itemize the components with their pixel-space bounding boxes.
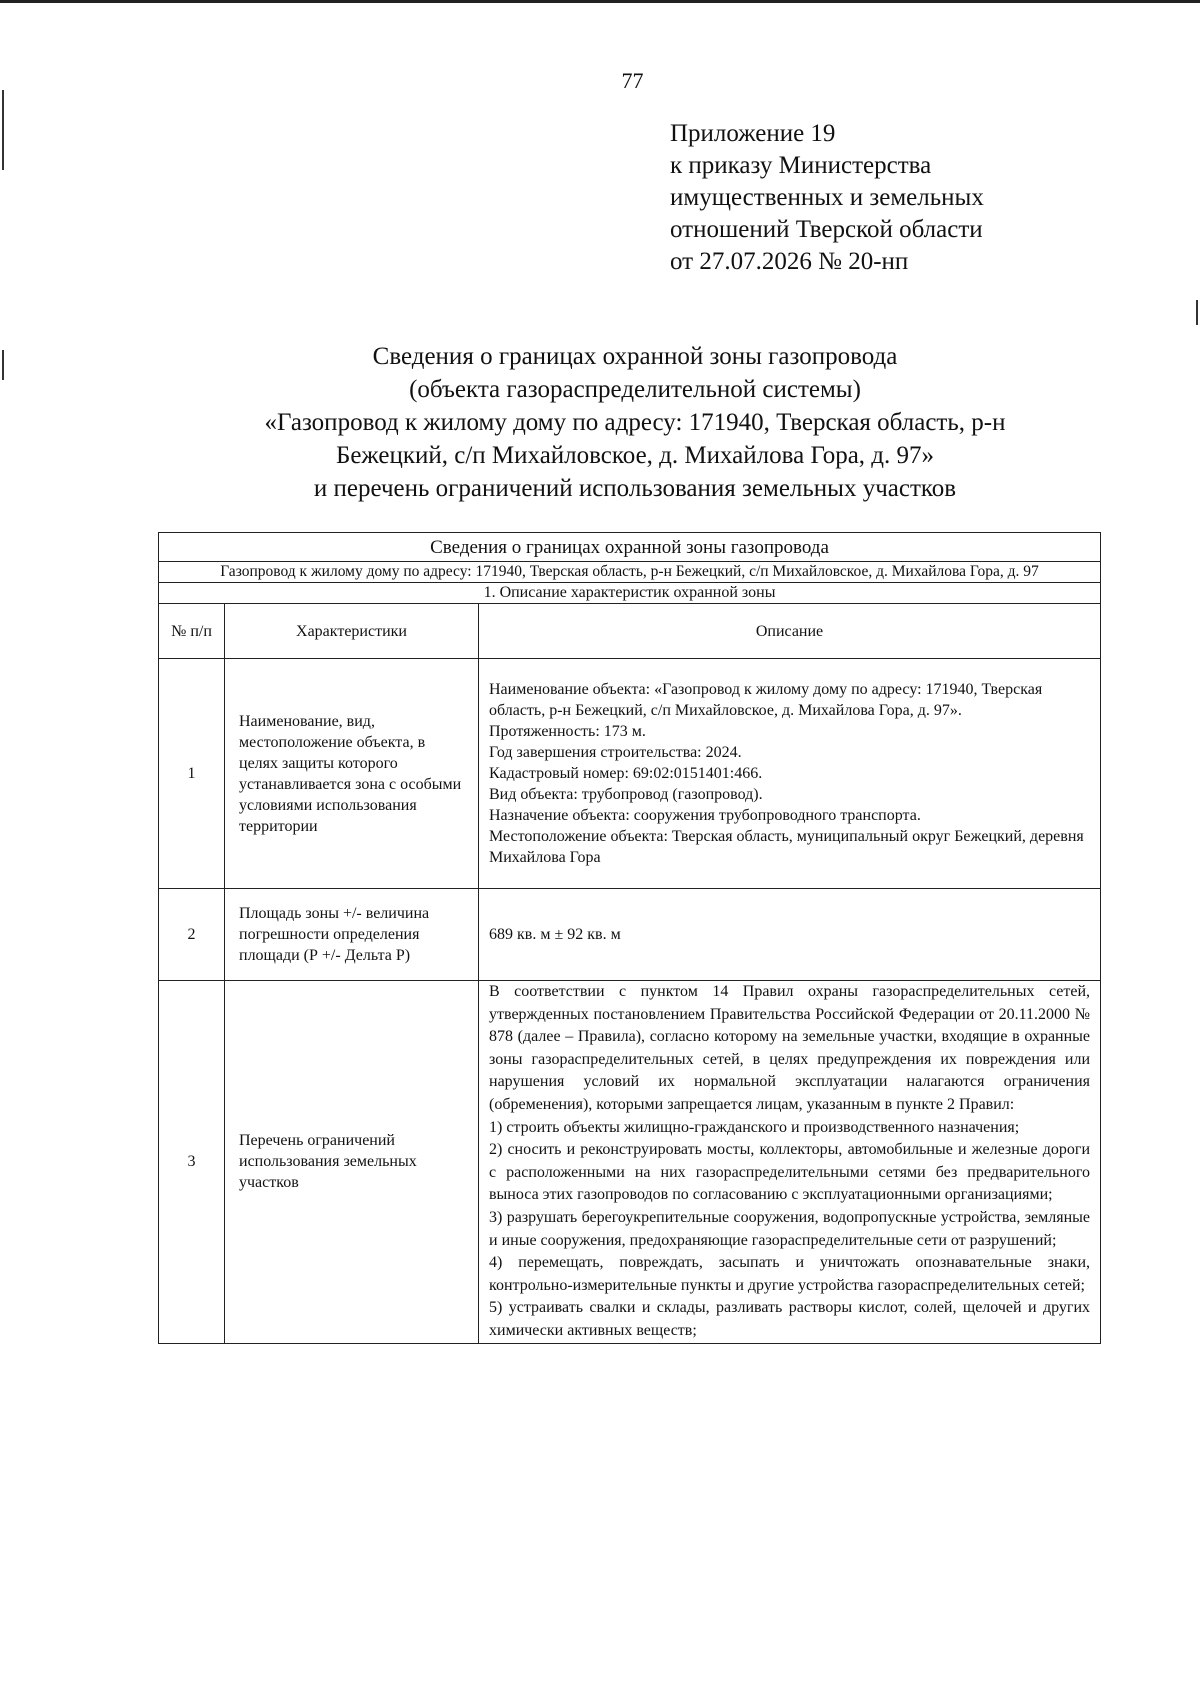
protection-zone-table (158, 532, 1101, 1344)
scan-edge-mark (2, 350, 4, 380)
page-number: 77 (621, 68, 644, 93)
row-number: 1 (159, 659, 225, 889)
scan-edge-mark (1196, 300, 1198, 325)
description-line: Протяженность: 173 м. (489, 723, 646, 740)
column-header-num: № п/п (159, 604, 225, 659)
appendix-line: от 27.07.2026 № 20-нп (670, 248, 909, 275)
description-line: Местоположение объекта: Тверская область, муниципальный округ Бежецкий, деревня Михайлова Гора (489, 828, 1084, 866)
column-header-description: Описание (479, 604, 1101, 659)
table-object-header: Газопровод к жилому дому по адресу: 171940, Тверская область, р-н Бежецкий, с/п Михайловское, д. Михайлова Гора, д. 97 (159, 562, 1101, 583)
description-line: 4) перемещать, повреждать, засыпать и уничтожать опознавательные знаки, контрольно-измерительные пункты и другие устройства газораспределительных сетей; (489, 1254, 1091, 1294)
row-description (479, 981, 1101, 1344)
table-row (159, 889, 1101, 981)
column-header-characteristic: Характеристики (225, 604, 479, 659)
table-main-header: Сведения о границах охранной зоны газопровода (159, 533, 1101, 562)
table-row (159, 659, 1101, 889)
title-line: «Газопровод к жилому дому по адресу: 171940, Тверская область, р-н (264, 409, 1006, 436)
row-characteristic: Наименование, вид, местоположение объекта, в целях защиты которого устанавливается зона с особыми условиями использования территории (225, 659, 479, 889)
scan-top-border (0, 0, 1200, 3)
description-line: Наименование объекта: «Газопровод к жилому дому по адресу: 171940, Тверская область, р-н Бежецкий, с/п Михайловское, д. Михайлова Гора, д. 97». (489, 681, 1043, 719)
appendix-reference (670, 118, 984, 278)
description-line: 2) сносить и реконструировать мосты, коллекторы, автомобильные и железные дороги с расположенными на них газораспределительными сетями без предварительного выноса этих газопроводов по согласованию с эксплуатационными организациями; (489, 1141, 1091, 1204)
scan-edge-mark (2, 90, 4, 170)
description-line: 5) устраивать свалки и склады, разливать растворы кислот, солей, щелочей и других химически активных веществ; (489, 1299, 1091, 1339)
row-characteristic: Площадь зоны +/- величина погрешности определения площади (Р +/- Дельта Р) (225, 889, 479, 981)
row-description (479, 659, 1101, 889)
description-line: Кадастровый номер: 69:02:0151401:466. (489, 765, 763, 782)
row-number: 3 (159, 981, 225, 1344)
title-line: Бежецкий, с/п Михайловское, д. Михайлова Гора, д. 97» (335, 442, 935, 469)
row-number: 2 (159, 889, 225, 981)
table-section-header: 1. Описание характеристик охранной зоны (159, 583, 1101, 604)
appendix-line: Приложение 19 (670, 120, 836, 147)
appendix-line: имущественных и земельных (670, 184, 984, 211)
description-line: 1) строить объекты жилищно-гражданского и производственного назначения; (489, 1118, 1020, 1136)
title-line: (объекта газораспределительной системы) (409, 376, 861, 403)
appendix-line: к приказу Министерства (670, 152, 932, 179)
title-line: Сведения о границах охранной зоны газопровода (372, 343, 898, 370)
description-line: 689 кв. м ± 92 кв. м (489, 926, 621, 943)
appendix-line: отношений Тверской области (670, 216, 983, 243)
description-line: 3) разрушать берегоукрепительные сооружения, водопропускные устройства, земляные и иные сооружения, предохраняющие газораспределительные сети от разрушений; (489, 1208, 1091, 1249)
description-line: Назначение объекта: сооружения трубопроводного транспорта. (489, 807, 921, 824)
row-characteristic: Перечень ограничений использования земельных участков (225, 981, 479, 1344)
title-line: и перечень ограничений использования земельных участков (313, 475, 957, 502)
description-line: В соответствии с пунктом 14 Правил охраны газораспределительных сетей, утвержденных постановлением Правительства Российской Федерации от 20.11.2000 № 878 (далее – Правила), согласно которому на земельные участки, входящие в охранные зоны газораспределительных сетей, в целях предупреждения их повреждения или нарушения условий их нормальной эксплуатации налагаются ограничения (обременения), которыми запрещается лицам, указанным в пункте 2 Правил: (489, 983, 1091, 1113)
document-title (150, 340, 1120, 505)
table-row (159, 981, 1101, 1344)
description-line: Вид объекта: трубопровод (газопровод). (489, 786, 763, 803)
description-line: Год завершения строительства: 2024. (489, 744, 742, 761)
row-description (479, 889, 1101, 981)
